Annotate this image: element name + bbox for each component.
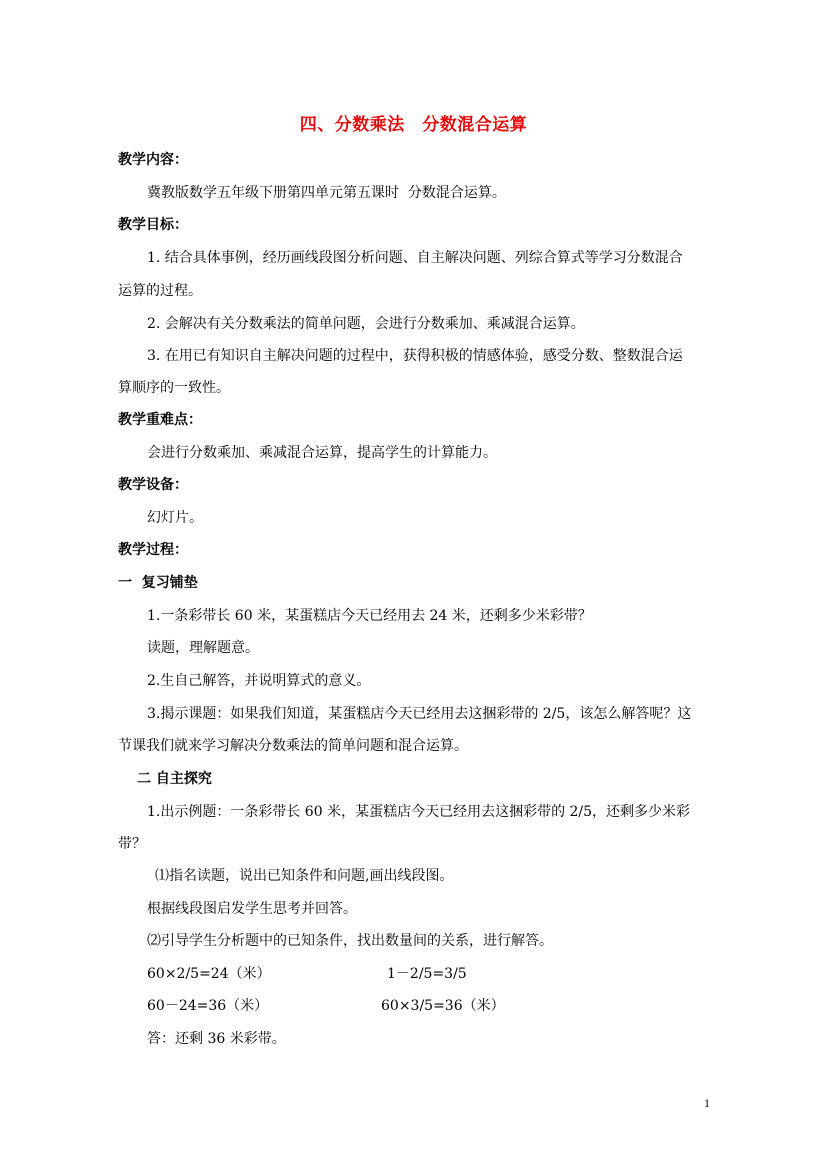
key-points-heading: 教学重难点： [118, 412, 202, 428]
part-1-item-1: 1.一条彩带长 60 米，某蛋糕店今天已经用去 24 米，还剩多少米彩带？ [147, 608, 592, 624]
goal-2: 2. 会解决有关分数乘法的简单问题，会进行分数乘加、乘减混合运算。 [147, 316, 585, 332]
goal-1-line-1: 1. 结合具体事例，经历画线段图分析问题、自主解决问题、列综合算式等学习分数混合 [147, 250, 683, 266]
calc-left-1: 60×2/5=24（米） [147, 966, 271, 982]
goal-3-line-1: 3. 在用已有知识自主解决问题的过程中，获得积极的情感体验，感受分数、整数混合运 [147, 348, 683, 364]
document-title: 四、分数乘法 分数混合运算 [299, 115, 528, 135]
content-heading: 教学内容： [118, 152, 188, 168]
part-2-step-1: ⑴指名读题，说出已知条件和问题,画出线段图。 [155, 868, 454, 884]
answer-text: 答：还剩 36 米彩带。 [147, 1031, 286, 1047]
equipment-text: 幻灯片。 [147, 510, 203, 526]
process-heading: 教学过程： [118, 542, 188, 558]
key-points-text: 会进行分数乘加、乘减混合运算，提高学生的计算能力。 [147, 445, 497, 461]
part-1-read: 读题，理解题意。 [147, 640, 259, 656]
part-1-heading: 一 复习铺垫 [118, 575, 198, 591]
content-text: 冀教版数学五年级下册第四单元第五课时 分数混合运算。 [147, 185, 506, 201]
calc-right-2: 60×3/5=36（米） [381, 998, 505, 1014]
goal-3-line-2: 算顺序的一致性。 [118, 380, 230, 396]
goal-1-line-2: 运算的过程。 [118, 283, 202, 299]
goals-heading: 教学目标： [118, 217, 188, 233]
part-2-guide: 根据线段图启发学生思考并回答。 [147, 901, 357, 917]
equipment-heading: 教学设备： [118, 477, 188, 493]
part-2-item-1-line-1: 1.出示例题：一条彩带长 60 米，某蛋糕店今天已经用去这捆彩带的 2/5，还剩多少米彩 [147, 804, 691, 820]
part-2-item-1-line-2: 带？ [118, 836, 146, 852]
part-1-item-3-line-1: 3.揭示课题：如果我们知道，某蛋糕店今天已经用去这捆彩带的 2/5，该怎么解答呢？这 [147, 706, 692, 722]
part-2-step-2: ⑵引导学生分析题中的已知条件，找出数量间的关系，进行解答。 [147, 933, 553, 949]
part-1-item-3-line-2: 节课我们就来学习解决分数乘法的简单问题和混合运算。 [118, 738, 468, 754]
calc-left-2: 60－24=36（米） [147, 998, 269, 1014]
page-number: 1 [704, 1096, 710, 1110]
part-1-item-2: 2.生自己解答，并说明算式的意义。 [147, 673, 371, 689]
calc-right-1: 1－2/5=3/5 [387, 966, 467, 982]
part-2-heading: 二 自主探究 [137, 771, 212, 787]
